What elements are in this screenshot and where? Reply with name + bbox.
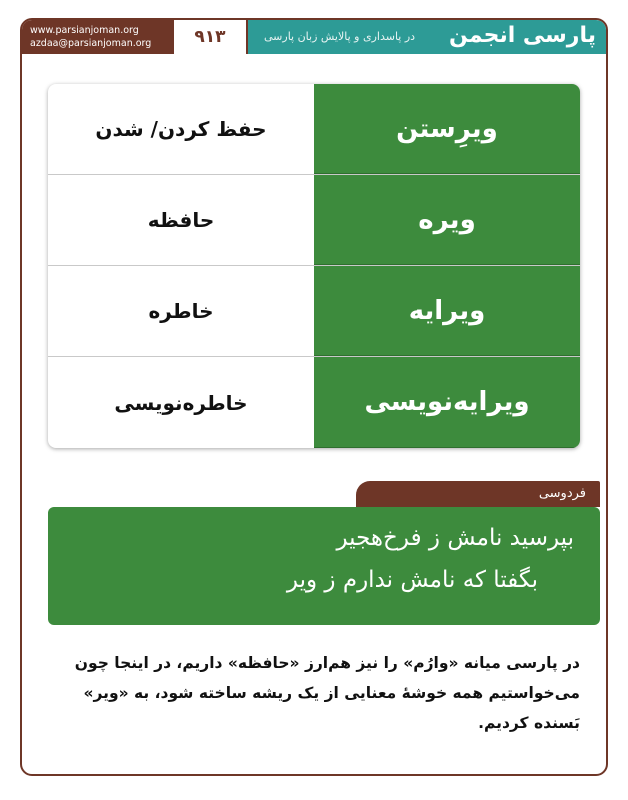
brand-banner [248,20,606,54]
contact-box [22,20,174,54]
persian-word: ویرِستن [314,84,580,174]
vocabulary-row [48,175,580,266]
paragraph-line-2: می‌خواستیم همه خوشهٔ معنایی از یک ریشه ساخته شود، به «ویر» [83,684,580,702]
paragraph-line-3: بَسنده کردیم. [478,714,580,732]
word-meaning: حافظه [147,208,215,232]
poem-line-2: بگفتا که نامش ندارم ز ویر [286,567,538,593]
vocabulary-row [48,266,580,357]
poet-label: فردوسی [356,481,600,507]
brand-logo: پارسی انجمن [449,23,596,48]
paragraph-line-1: در پارسی میانه «وارُم» را نیز هم‌ارز «حافظه» داریم، در اینجا چون [74,654,580,672]
post-card [20,18,608,776]
vocabulary-row [48,357,580,448]
vocabulary-row [48,84,580,175]
word-meaning: خاطره [148,299,214,323]
email-link[interactable]: azdaa@parsianjoman.org [30,38,152,49]
word-meaning: خاطره‌نویسی [114,390,248,415]
persian-word: ویرایه‌نویسی [314,357,580,448]
header-bar [22,20,606,54]
vocabulary-table [48,84,580,448]
explanation-paragraph [68,648,580,738]
website-link[interactable]: www.parsianjoman.org [30,25,139,36]
page-number: ۹۱۳ [174,20,248,54]
poem-line-1: بپرسید نامش ز فرخ‌هجیر [336,525,574,551]
brand-tagline: در پاسداری و پالایش زبان پارسی [264,30,416,43]
persian-word: ویرایه [314,266,580,356]
poem-box [48,507,600,625]
persian-word: ویره [314,175,580,265]
word-meaning: حفظ کردن/ شدن [95,117,267,141]
